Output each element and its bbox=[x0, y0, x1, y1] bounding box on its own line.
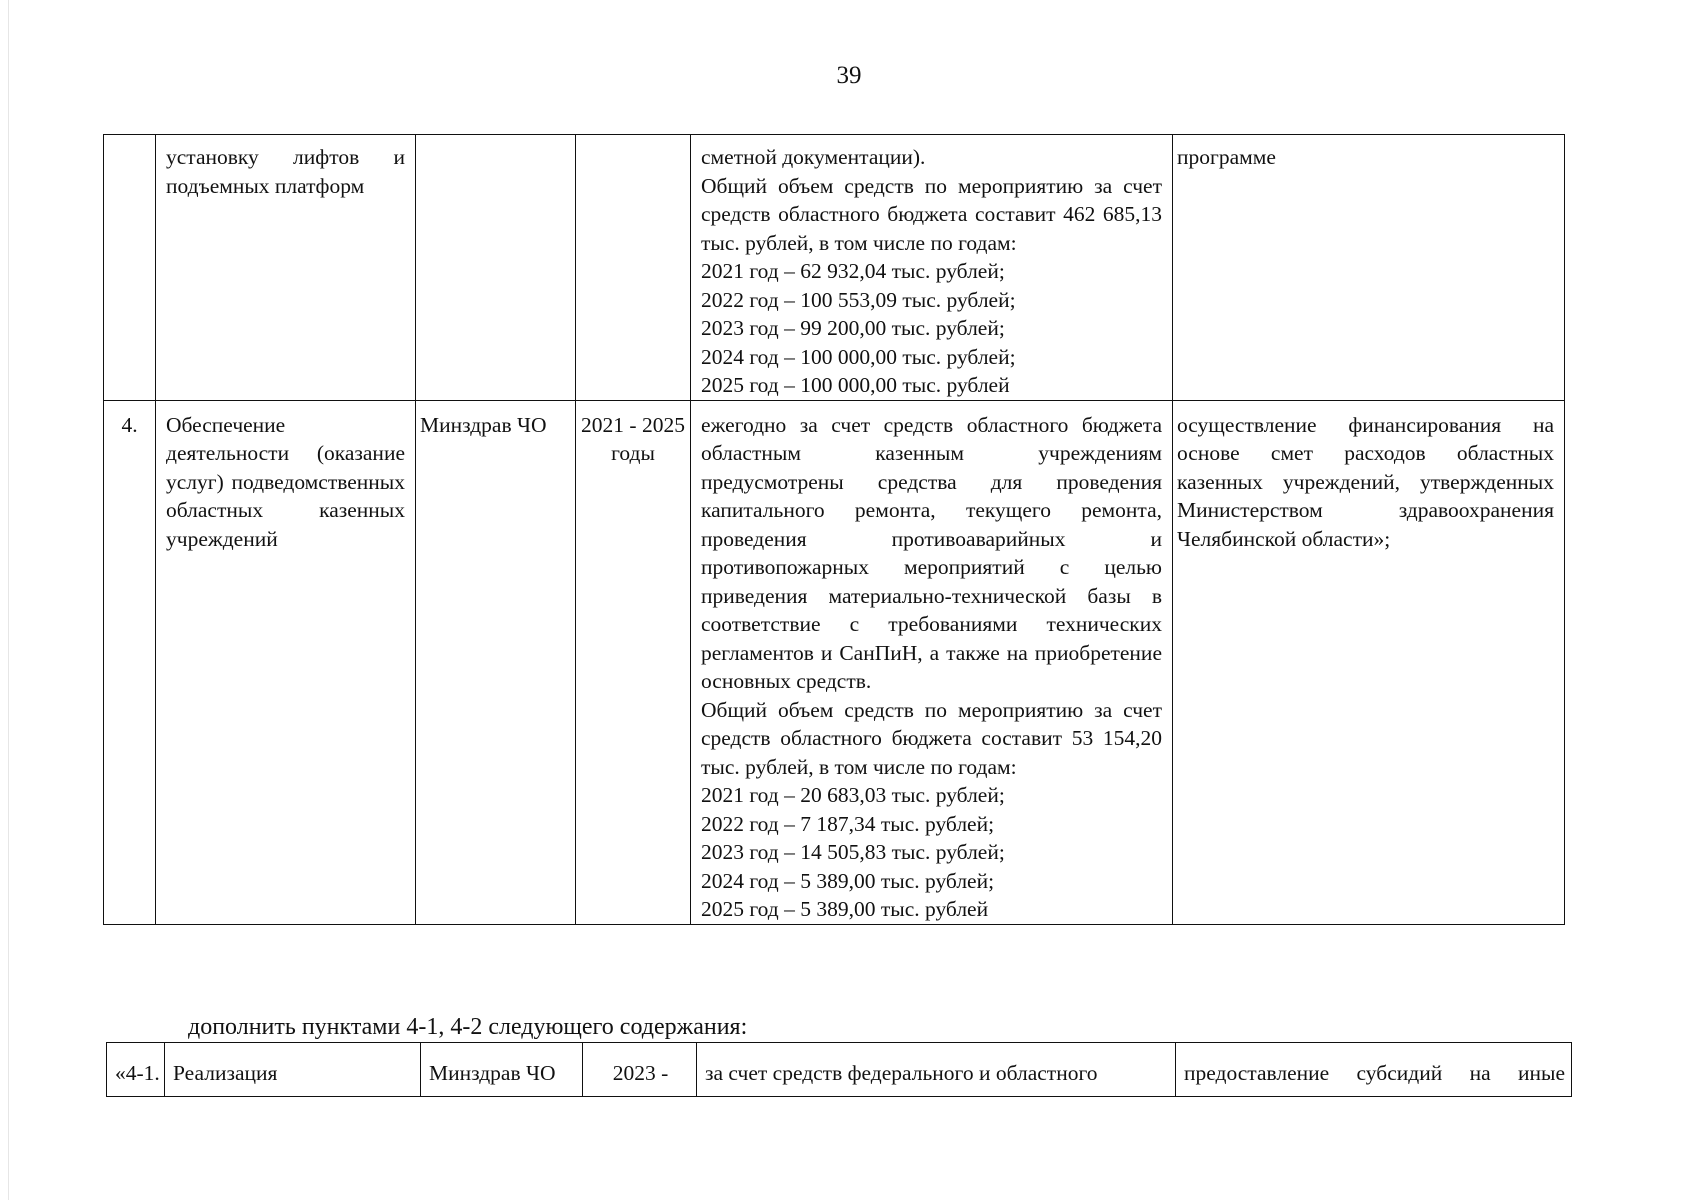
description-main: ежегодно за счет средств областного бюджета областным казенным учреждениям предусмотрены средства для проведения капитального ремонта, текущего ремонта, проведения противоаварийных и противопожарных мероприятий с целью приведения материально-технической базы в соответствие с требованиями технических регламентов и СанПиН, а также на приобретение основных средств. bbox=[701, 412, 1162, 693]
result-text: предоставление субсидий на иные bbox=[1184, 1061, 1565, 1085]
measure-title: Реализация bbox=[173, 1061, 278, 1085]
year-amount: 2021 год – 20 683,03 тыс. рублей; bbox=[701, 783, 1005, 807]
amendment-instruction: дополнить пунктами 4-1, 4-2 следующего содержания: bbox=[188, 1014, 748, 1040]
table-row bbox=[104, 400, 1565, 924]
table-row bbox=[104, 135, 1565, 401]
description-lead: сметной документации). bbox=[701, 145, 926, 169]
cell-number bbox=[107, 1043, 165, 1097]
implementation-term: 2021 - 2025 годы bbox=[581, 412, 685, 465]
year-amount: 2022 год – 100 553,09 тыс. рублей; bbox=[701, 287, 1016, 312]
year-amount: 2023 год – 14 505,83 тыс. рублей; bbox=[701, 840, 1005, 864]
measure-title: установку лифтов и подъемных платформ bbox=[166, 145, 405, 198]
result-text: осуществление финансирования на основе смет расходов областных казенных учреждений, утвержденных Министерством здравоохранения Челябинской области»; bbox=[1177, 412, 1554, 551]
cell-measure-title bbox=[156, 400, 416, 924]
cell-measure-title bbox=[156, 135, 416, 401]
cell-responsible bbox=[416, 135, 576, 401]
new-items-table bbox=[106, 1042, 1572, 1097]
cell-number bbox=[104, 135, 156, 401]
implementation-term: 2023 - bbox=[612, 1061, 669, 1085]
cell-responsible bbox=[416, 400, 576, 924]
year-amount: 2024 год – 100 000,00 тыс. рублей; bbox=[701, 344, 1016, 369]
row-number: «4-1. bbox=[115, 1061, 160, 1085]
year-amount: 2021 год – 62 932,04 тыс. рублей; bbox=[701, 259, 1005, 283]
description-main: за счет средств федерального и областного bbox=[705, 1061, 1098, 1085]
table-row bbox=[107, 1043, 1572, 1097]
row-number: 4. bbox=[121, 412, 138, 437]
year-amount: 2023 год – 99 200,00 тыс. рублей; bbox=[701, 316, 1005, 340]
measure-title: Обеспечение деятельности (оказание услуг) подведомственных областных казенных учреждений bbox=[166, 412, 405, 551]
measures-table bbox=[103, 134, 1565, 925]
responsible-body: Минздрав ЧО bbox=[429, 1061, 556, 1085]
cell-description bbox=[691, 135, 1173, 401]
result-text: программе bbox=[1177, 145, 1276, 169]
scan-edge bbox=[8, 0, 9, 1200]
cell-term bbox=[576, 135, 691, 401]
cell-result bbox=[1173, 400, 1565, 924]
cell-measure-title bbox=[165, 1043, 421, 1097]
year-amount: 2025 год – 5 389,00 тыс. рублей bbox=[701, 897, 989, 921]
cell-term bbox=[576, 400, 691, 924]
cell-result bbox=[1173, 135, 1565, 401]
responsible-body: Минздрав ЧО bbox=[420, 412, 547, 437]
cell-description bbox=[697, 1043, 1176, 1097]
description-total: Общий объем средств по мероприятию за счет средств областного бюджета составит 462 685,13 тыс. рублей, в том числе по годам: bbox=[701, 173, 1162, 255]
cell-responsible bbox=[421, 1043, 583, 1097]
cell-term bbox=[583, 1043, 697, 1097]
cell-number bbox=[104, 400, 156, 924]
cell-result bbox=[1176, 1043, 1572, 1097]
cell-description bbox=[691, 400, 1173, 924]
year-amount: 2022 год – 7 187,34 тыс. рублей; bbox=[701, 811, 995, 836]
year-amount: 2025 год – 100 000,00 тыс. рублей bbox=[701, 373, 1010, 397]
description-total: Общий объем средств по мероприятию за счет средств областного бюджета составит 53 154,20 тыс. рублей, в том числе по годам: bbox=[701, 697, 1162, 779]
page-number: 39 bbox=[836, 62, 862, 89]
year-amount: 2024 год – 5 389,00 тыс. рублей; bbox=[701, 868, 995, 893]
